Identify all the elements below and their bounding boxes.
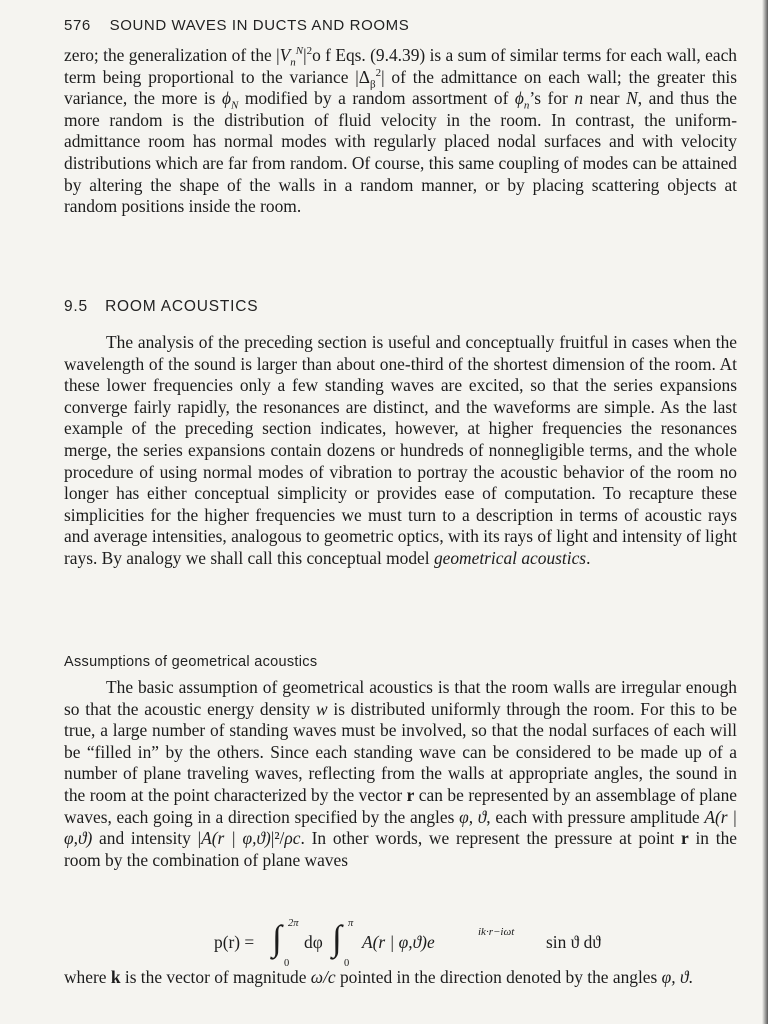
- assumptions-paragraph: The basic assumption of geometrical acoustics is that the room walls are irregular enough so that the acoustic energy density w is distributed uniformly through the room. For this to be true, a large number of standing waves must be involved, so that the nodal surfaces of each will be “filled in” by the others. Since each standing wave can be considered to be made up of a number of plane traveling waves, reflecting from the walls at appropriate angles, the sound in the room at the point characterized by the vector r can be represented by an assemblage of plane waves, each going in a direction specified by the angles φ, ϑ, each with pressure amplitude A(r | φ,ϑ) and intensity |A(r | φ,ϑ)|²/ρc. In other words, we represent the pressure at point r in the room by the combination of plane waves: [64, 677, 738, 870]
- integrand: A(r | φ,ϑ)e: [362, 932, 435, 952]
- section-title: ROOM ACOUSTICS: [105, 298, 259, 315]
- key-term: geometrical acoustics: [433, 547, 587, 568]
- integral-1-lower: 0: [284, 958, 290, 969]
- closing-paragraph: where k is the vector of magnitude ω/c pointed in the direction denoted by the angles φ, ϑ.: [64, 967, 693, 987]
- room-acoustics-paragraph: The analysis of the preceding section is useful and conceptually fruitful in cases when the wavelength of the sound is larger than about one-third of the shortest dimension of the room. At these lower frequencies only a few standing waves are excited, so that the series expansions converge fairly rapidly, the resonances are distinct, and the waveforms are simple. As the last example of the preceding section indicates, however, at higher frequencies the resonances merge, the series expansions contain dozens or hundreds of nonnegligible terms, and the whole procedure of using normal modes of vibration to portray the acoustic behavior of the room no longer has either conceptual simplicity or provides ease of computation. To recapture these simplicities for the higher frequencies we must turn to a description in terms of acoustic rays and average intensities, analogous to geometric optics, with its rays of light and intensity of light rays. By analogy we shall call this conceptual model geometrical acoustics.: [64, 332, 737, 568]
- running-head: [64, 17, 744, 34]
- page-binding-shadow: [762, 0, 768, 1024]
- integral-sign-2: ∫: [332, 918, 342, 958]
- exponent: ik·r−iωt: [478, 926, 515, 938]
- integral-sign-1: ∫: [272, 918, 282, 958]
- page-number: 576: [64, 17, 91, 34]
- equation-tail: sin ϑ dϑ: [546, 932, 601, 952]
- subsection-heading: Assumptions of geometrical acoustics: [64, 654, 318, 670]
- section-heading: [64, 298, 258, 316]
- integral-2-upper: π: [348, 918, 354, 929]
- integral-1-upper: 2π: [288, 918, 299, 929]
- integral-equation: [214, 920, 634, 970]
- integral-2-lower: 0: [344, 958, 350, 969]
- intro-paragraph: zero; the generalization of the $|V_n^N|^2o$ f Eqs. (9.4.39) is a sum of similar terms for each wall, each term being proportional to the variance $|\Delta_\beta^2|$ of the admittance on each wall; the greater this variance, the more is $\phi_N$ modified by a random assortment of $\phi_n’s$ for n near N, and thus the more random is the distribution of fluid velocity in the room. In contrast, the uniform-admittance room has normal modes with regularly placed nodal surfaces and with velocity distributions which are far from random. Of course, this same coupling of modes can be attained by altering the shape of the walls in a random manner, or by placing scattering objects at random positions inside the room.: [64, 45, 738, 217]
- section-number: 9.5: [64, 298, 88, 315]
- differential-phi: dφ: [304, 932, 323, 952]
- running-title: SOUND WAVES IN DUCTS AND ROOMS: [109, 17, 410, 34]
- equation-lhs: p(r) =: [214, 932, 255, 952]
